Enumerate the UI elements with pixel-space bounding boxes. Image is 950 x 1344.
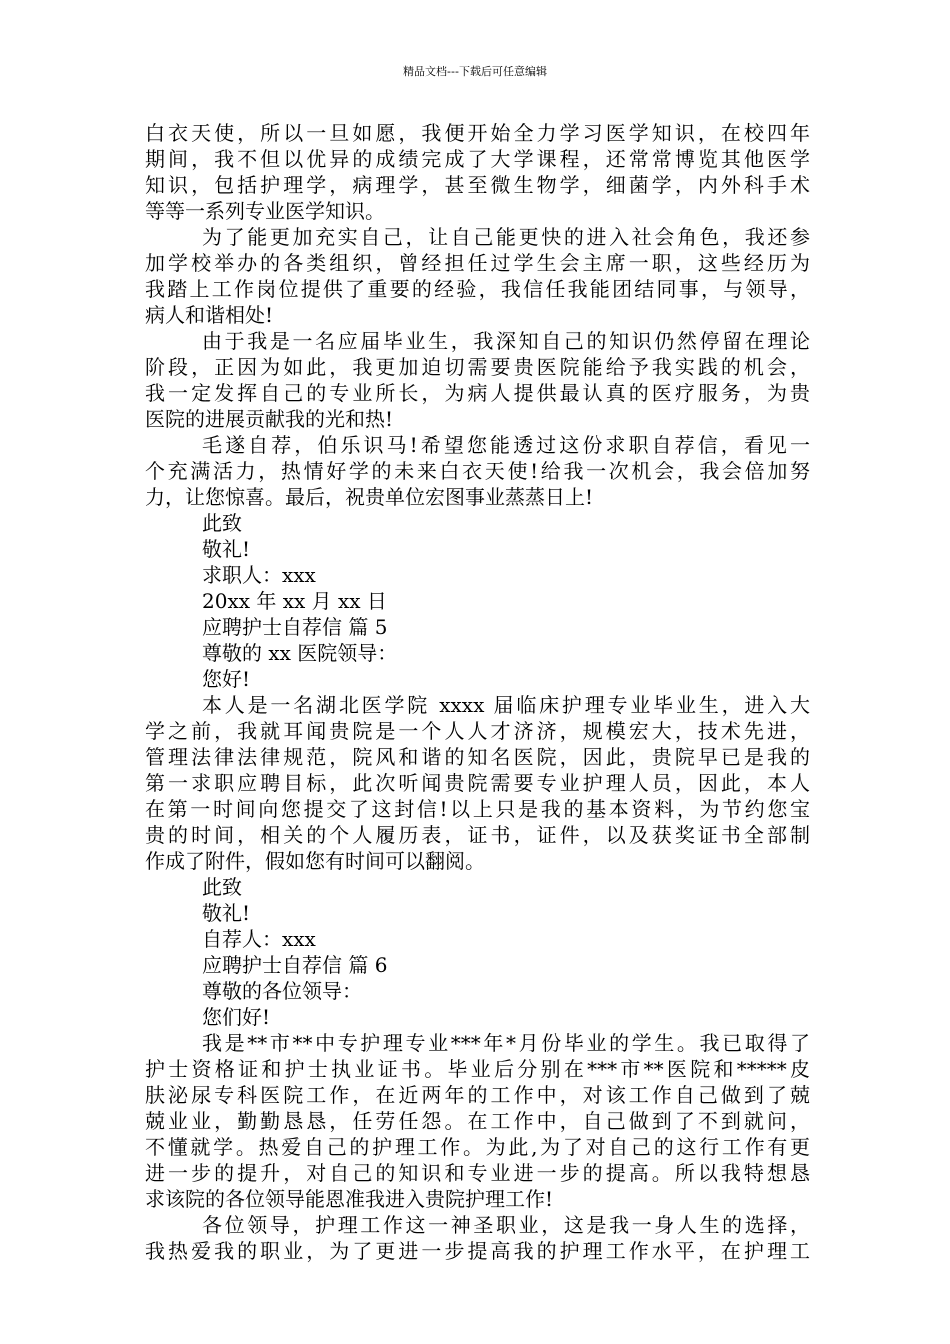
- text-line: 各位领导，护理工作这一神圣职业，这是我一身人生的选择，: [202, 1213, 810, 1237]
- text-line: 尊敬的 xx 医院领导：: [202, 641, 398, 665]
- text-line: 由于我是一名应届毕业生，我深知自己的知识仍然停留在理论: [202, 329, 810, 353]
- text-line: 敬礼!: [202, 537, 251, 561]
- text-line: 医院的进展贡献我的光和热!: [145, 407, 394, 431]
- text-line: 白衣天使，所以一旦如愿，我便开始全力学习医学知识，在校四年: [145, 121, 810, 145]
- text-line: 肤泌尿专科医院工作，在近两年的工作中，对该工作自己做到了兢: [145, 1083, 810, 1107]
- text-line: 护士资格证和护士执业证书。毕业后分别在***市**医院和*****皮: [145, 1057, 810, 1081]
- text-line: 作成了附件，假如您有时间可以翻阅。: [145, 849, 485, 873]
- text-line: 加学校举办的各类组织，曾经担任过学生会主席一职，这些经历为: [145, 251, 810, 275]
- text-line: 不懂就学。热爱自己的护理工作。为此,为了对自己的这行工作有更: [145, 1135, 810, 1159]
- text-line: 进一步的提升，对自己的知识和专业进一步的提高。所以我特想恳: [145, 1161, 810, 1185]
- text-line: 毛遂自荐，伯乐识马!希望您能透过这份求职自荐信，看见一: [202, 433, 810, 457]
- text-line: 我热爱我的职业，为了更进一步提高我的护理工作水平，在护理工: [145, 1239, 810, 1263]
- text-line: 期间，我不但以优异的成绩完成了大学课程，还常常博览其他医学: [145, 147, 810, 171]
- page-header: 精品文档---下载后可任意编辑: [403, 65, 547, 78]
- document-body: [145, 120, 810, 1264]
- text-line: 敬礼!: [202, 901, 251, 925]
- text-line: 第一求职应聘目标，此次听闻贵院需要专业护理人员，因此，本人: [145, 771, 810, 795]
- text-line: 尊敬的各位领导：: [202, 979, 362, 1003]
- text-line: 本人是一名湖北医学院 xxxx 届临床护理专业毕业生，进入大: [202, 693, 810, 717]
- text-line: 在第一时间向您提交了这封信!以上只是我的基本资料，为节约您宝: [145, 797, 810, 821]
- text-line: 求该院的各位领导能恩准我进入贵院护理工作!: [145, 1187, 554, 1211]
- text-line: 您们好!: [202, 1005, 271, 1029]
- text-line: 此致: [202, 511, 242, 535]
- text-line: 力，让您惊喜。最后，祝贵单位宏图事业蒸蒸日上!: [145, 485, 594, 509]
- text-line: 为了能更加充实自己，让自己能更快的进入社会角色，我还参: [202, 225, 810, 249]
- text-line: 此致: [202, 875, 242, 899]
- text-line: 我踏上工作岗位提供了重要的经验，我信任我能团结同事，与领导，: [145, 277, 810, 301]
- text-line: 自荐人：xxx: [202, 927, 316, 951]
- text-line: 个充满活力，热情好学的未来白衣天使!给我一次机会，我会倍加努: [145, 459, 810, 483]
- text-line: 求职人：xxx: [202, 563, 316, 587]
- text-line: 您好!: [202, 667, 251, 691]
- text-line: 兢业业，勤勤恳恳，任劳任怨。在工作中，自己做到了不到就问，: [145, 1109, 810, 1133]
- text-line: 我一定发挥自己的专业所长，为病人提供最认真的医疗服务，为贵: [145, 381, 810, 405]
- text-line: 贵的时间，相关的个人履历表，证书，证件，以及获奖证书全部制: [145, 823, 810, 847]
- text-line: 学之前，我就耳闻贵院是一个人人才济济，规模宏大，技术先进，: [145, 719, 810, 743]
- text-line: 应聘护士自荐信 篇 6: [202, 953, 388, 977]
- text-line: 阶段，正因为如此，我更加迫切需要贵医院能给予我实践的机会，: [145, 355, 810, 379]
- text-line: 等等一系列专业医学知识。: [145, 199, 385, 223]
- text-line: 我是**市**中专护理专业***年*月份毕业的学生。我已取得了: [202, 1031, 810, 1055]
- text-line: 应聘护士自荐信 篇 5: [202, 615, 388, 639]
- text-line: 病人和谐相处!: [145, 303, 274, 327]
- text-line: 20xx 年 xx 月 xx 日: [202, 589, 387, 613]
- text-line: 管理法律法律规范，院风和谐的知名医院，因此，贵院早已是我的: [145, 745, 810, 769]
- text-line: 知识，包括护理学，病理学，甚至微生物学，细菌学，内外科手术: [145, 173, 810, 197]
